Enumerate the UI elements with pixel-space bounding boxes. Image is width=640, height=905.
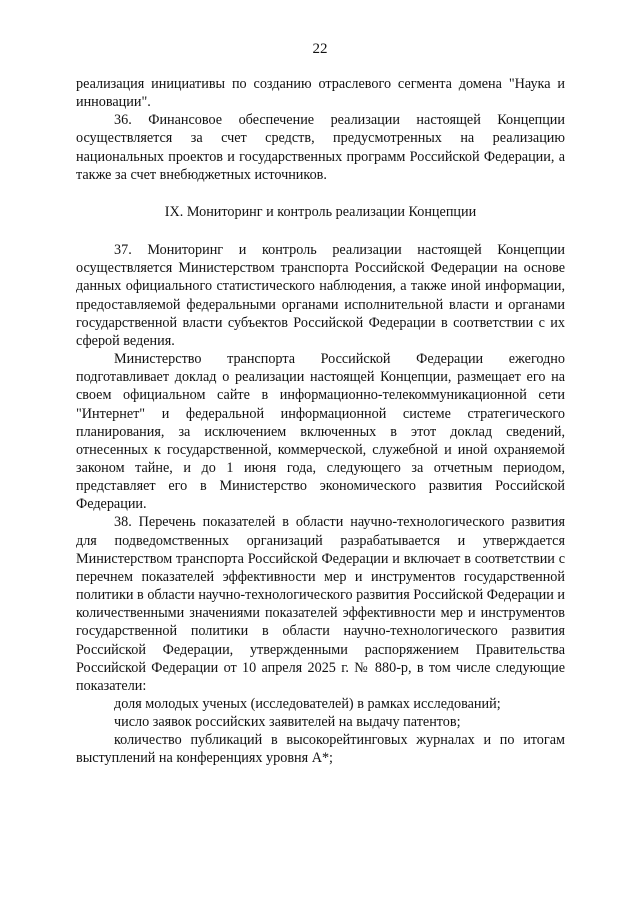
indicator-item: количество публикаций в высокорейтинговых журналах и по итогам выступлений на конференциях уровня А*; xyxy=(76,732,565,767)
page-number: 22 xyxy=(312,41,328,57)
paragraph-38: 38. Перечень показателей в области научно-технологического развития для подведомственных организаций разрабатывается и утверждается Министерством транспорта Российской Федерации и включает в соответствии с перечнем показателей эффективности мер и инструментов государственной политики в области научно-технологического развития Российской Федерации и количественными значениями показателей эффективности мер и инструментов государственной политики в области научно-технологического развития Российской Федерации, утвержденными распоряжением Правительства Российской Федерации от 10 апреля 2025 г. № 880-р, в том числе следующие показатели: xyxy=(76,514,565,694)
document-body xyxy=(76,75,565,768)
section-heading: IX. Мониторинг и контроль реализации Концепции xyxy=(164,203,477,220)
paragraph-37: 37. Мониторинг и контроль реализации настоящей Концепции осуществляется Министерством транспорта Российской Федерации на основе данных официального статистического наблюдения, а также иной информации, предоставляемой федеральными органами исполнительной власти и органами государственной власти субъектов Российской Федерации в соответствии с их сферой ведения. xyxy=(76,242,565,349)
paragraph-36: 36. Финансовое обеспечение реализации настоящей Концепции осуществляется за счет средств, предусмотренных на реализацию национальных проектов и государственных программ Российской Федерации, а также за счет внебюджетных источников. xyxy=(76,112,565,183)
paragraph-37-report: Министерство транспорта Российской Федерации ежегодно подготавливает доклад о реализации настоящей Концепции, размещает его на своем официальном сайте в информационно-телекоммуникационной сети "Интернет" и федеральной информационной системе стратегического планирования, за исключением включенных в этот доклад сведений, отнесенных к государственной, коммерческой, служебной и иной охраняемой законом тайне, и до 1 июня года, следующего за отчетным периодом, представляет его в Министерство экономического развития Российской Федерации. xyxy=(76,351,565,513)
indicator-item: доля молодых ученых (исследователей) в рамках исследований; xyxy=(114,696,501,712)
indicator-item: число заявок российских заявителей на выдачу патентов; xyxy=(114,714,461,731)
paragraph-continuation: реализация инициативы по созданию отраслевого сегмента домена "Наука и инновации". xyxy=(76,76,565,111)
